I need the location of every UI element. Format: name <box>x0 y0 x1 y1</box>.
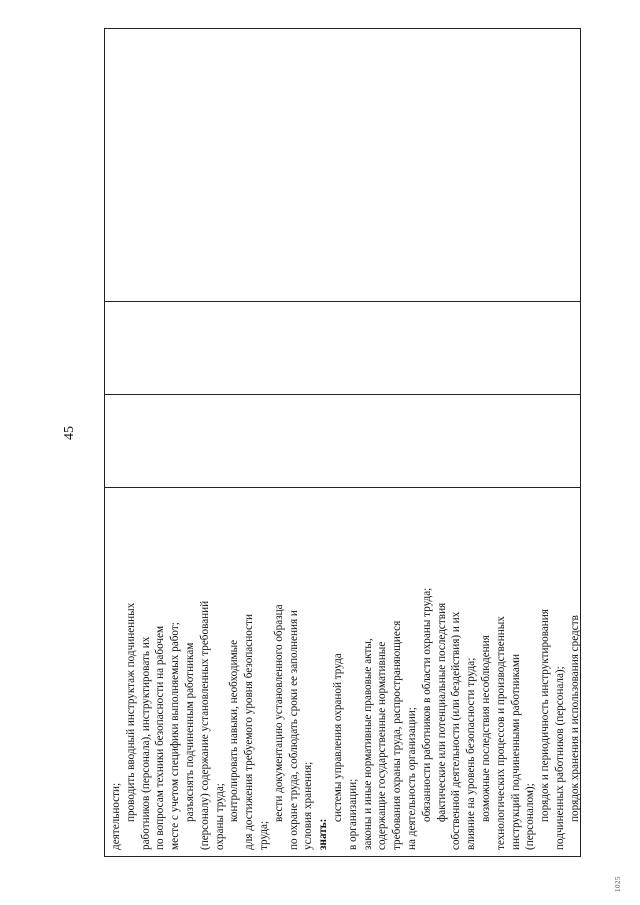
text-line: возможные последствия несоблюдения <box>479 635 492 822</box>
text-line: по охране труда, соблюдать сроки ее заполнения и <box>287 610 300 850</box>
text-line: законы и иные нормативные правовые акты, <box>361 638 374 850</box>
text-line: порядок хранения и использования средств <box>568 615 581 822</box>
text-line: собственной деятельности (или бездействия) и их <box>450 611 463 850</box>
blank-column-2 <box>105 395 581 488</box>
text-line: условия хранения; <box>302 761 315 850</box>
text-line: системы управления охраной труда <box>331 653 344 822</box>
text-line: подчиненных работников (персонала); <box>553 666 566 850</box>
page-number: 45 <box>62 426 77 440</box>
text-line: вести документацию установленного образца <box>272 604 285 822</box>
text-line: контролировать навыки, необходимые <box>228 639 241 822</box>
text-line: работников (персонала), инструктировать их <box>139 636 152 850</box>
text-line: порядок и периодичность инструктирования <box>539 609 552 822</box>
blank-column-3 <box>105 302 581 395</box>
text-line: проводить вводный инструктаж подчиненных <box>124 602 137 822</box>
text-line: на деятельность организации; <box>405 707 418 850</box>
text-line: знать: <box>317 818 330 850</box>
requirements-text-block <box>107 489 581 854</box>
text-line: месте с учетом специфики выполняемых работ; <box>169 622 182 850</box>
text-line: (персоналом); <box>524 783 537 850</box>
text-line: влияние на уровень безопасности труда; <box>465 657 478 850</box>
text-line: обязанности работников в области охраны труда; <box>420 587 433 822</box>
text-line: требования охраны труда, распространяющиеся <box>391 620 404 850</box>
blank-column-4 <box>105 29 581 302</box>
footer-code: 1025 <box>614 876 622 892</box>
text-line: по вопросам техники безопасности на рабочем <box>154 625 167 850</box>
text-line: охраны труда; <box>213 783 226 850</box>
text-line: инструкций подчиненными работниками <box>509 654 522 850</box>
text-line: труда; <box>257 820 270 850</box>
text-line: разъяснять подчиненным работникам <box>183 642 196 822</box>
text-line: технологических процессов и производственных <box>494 616 507 850</box>
text-line: деятельности; <box>110 782 122 850</box>
text-line: содержащие государственные нормативные <box>376 641 389 850</box>
text-line: фактические или потенциальные последствия <box>435 602 448 822</box>
text-line: в организации; <box>346 778 359 850</box>
text-line: для достижения требуемого уровня безопасности <box>243 614 256 850</box>
text-line: (персоналу) содержание установленных требований <box>198 600 211 850</box>
